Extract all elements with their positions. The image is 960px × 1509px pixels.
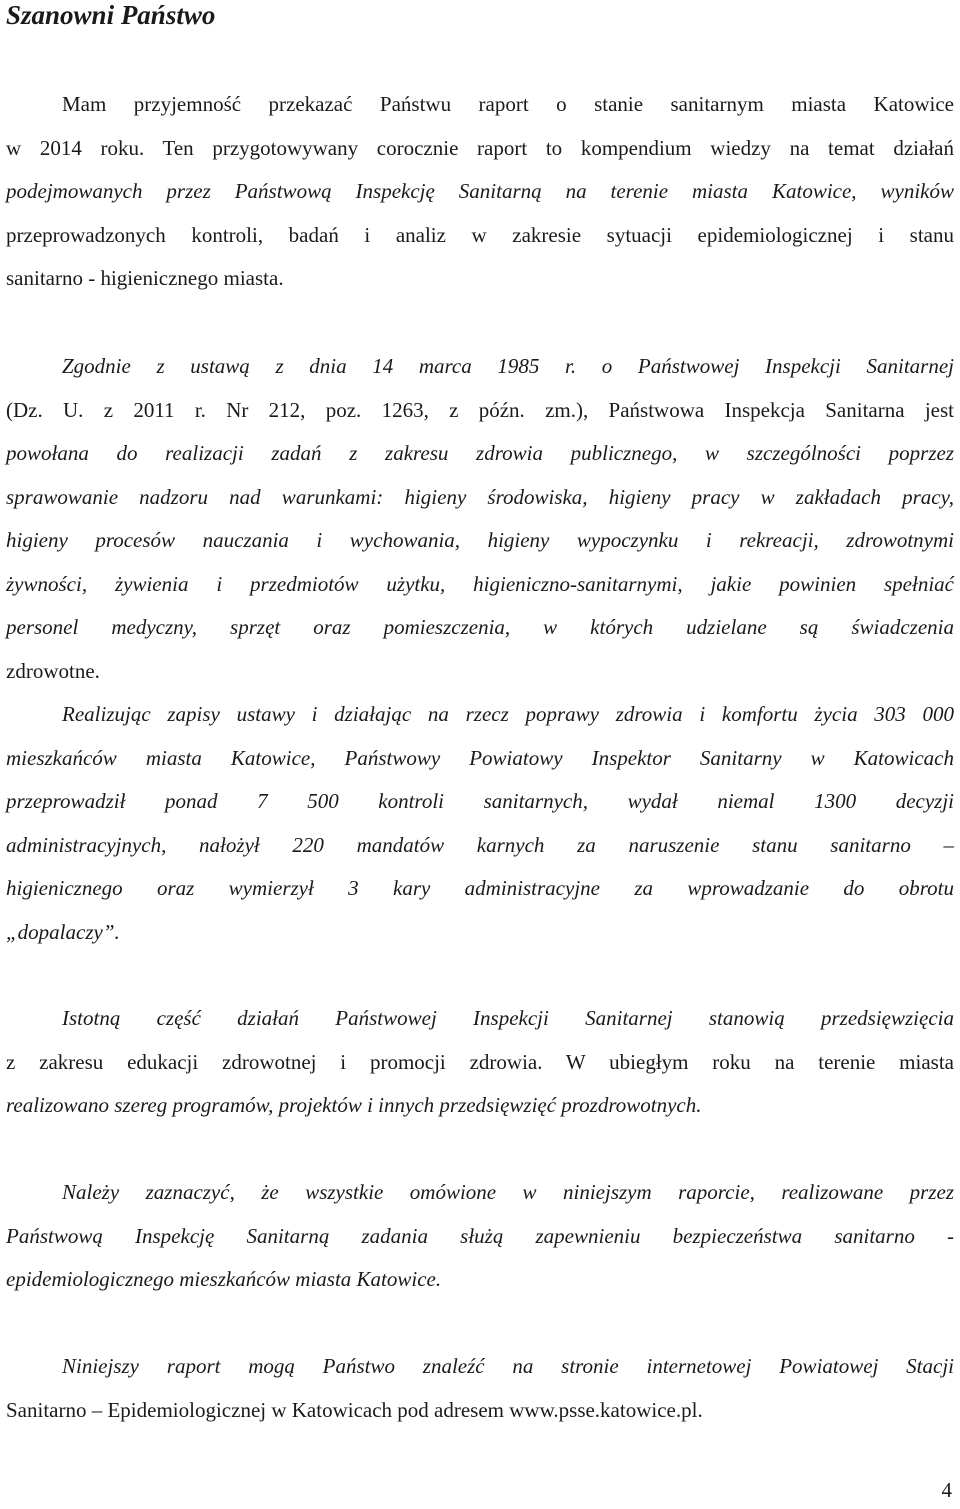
- paragraph-health-education: [6, 997, 954, 1128]
- text-line: higienicznego oraz wymierzył 3 kary administracyjne za wprowadzanie do obrotu: [6, 876, 954, 900]
- text-line: Państwową Inspekcję Sanitarną zadania służą zapewnieniu bezpieczeństwa sanitarno -: [6, 1223, 954, 1248]
- text-line: zdrowotne.: [6, 658, 100, 683]
- paragraph-legal-basis: [6, 345, 954, 693]
- text-line: z zakresu edukacji zdrowotnej i promocji zdrowia. W ubiegłym roku na terenie miasta: [6, 1049, 954, 1074]
- text-line: realizowano szereg programów, projektów i innych przedsięwzięć prozdrowotnych.: [6, 1093, 702, 1117]
- text-line: higieny procesów nauczania i wychowania, higieny wypoczynku i rekreacji, zdrowotnymi: [6, 528, 954, 552]
- text-line: podejmowanych przez Państwową Inspekcję Sanitarną na terenie miasta Katowice, wyników: [6, 179, 954, 203]
- paragraph-safety: [6, 1171, 954, 1302]
- text-line: Realizując zapisy ustawy i działając na rzecz poprawy zdrowia i komfortu życia 303 000: [62, 702, 954, 726]
- text-line: Sanitarno – Epidemiologicznej w Katowicach pod adresem www.psse.katowice.pl.: [6, 1397, 703, 1422]
- text-line: sprawowanie nadzoru nad warunkami: higieny środowiska, higieny pracy w zakładach pracy,: [6, 484, 954, 509]
- paragraph-intro: [6, 83, 954, 301]
- text-line: sanitarno - higienicznego miasta.: [6, 266, 284, 290]
- text-line: mieszkańców miasta Katowice, Państwowy Powiatowy Inspektor Sanitarny w Katowicach: [6, 745, 954, 770]
- text-line: Zgodnie z ustawą z dnia 14 marca 1985 r. o Państwowej Inspekcji Sanitarnej: [62, 354, 954, 378]
- paragraph-website: [6, 1345, 954, 1432]
- letter-heading: Szanowni Państwo: [6, 0, 216, 30]
- text-line: przeprowadził ponad 7 500 kontroli sanitarnych, wydał niemal 1300 decyzji: [6, 789, 954, 813]
- text-line: żywności, żywienia i przedmiotów użytku, higieniczno-sanitarnymi, jakie powinien spełniać: [6, 571, 954, 596]
- text-line: epidemiologicznego mieszkańców miasta Katowice.: [6, 1267, 442, 1291]
- text-line: personel medyczny, sprzęt oraz pomieszczenia, w których udzielane są świadczenia: [6, 615, 954, 639]
- text-line: przeprowadzonych kontroli, badań i analiz w zakresie sytuacji epidemiologicznej i stanu: [6, 222, 954, 247]
- page-number: 4: [941, 1478, 952, 1502]
- text-line: (Dz. U. z 2011 r. Nr 212, poz. 1263, z późn. zm.), Państwowa Inspekcja Sanitarna jest: [6, 397, 954, 422]
- text-line: powołana do realizacji zadań z zakresu zdrowia publicznego, w szczególności poprzez: [6, 441, 954, 465]
- text-line: „dopalaczy”.: [6, 919, 120, 944]
- text-line: Mam przyjemność przekazać Państwu raport o stanie sanitarnym miasta Katowice: [62, 92, 954, 116]
- paragraph-activity-summary: [6, 693, 954, 954]
- text-line: w 2014 roku. Ten przygotowywany corocznie raport to kompendium wiedzy na temat działań: [6, 135, 954, 160]
- text-line: Niniejszy raport mogą Państwo znaleźć na stronie internetowej Powiatowej Stacji: [62, 1354, 954, 1378]
- text-line: Należy zaznaczyć, że wszystkie omówione w niniejszym raporcie, realizowane przez: [62, 1180, 954, 1204]
- text-line: administracyjnych, nałożył 220 mandatów karnych za naruszenie stanu sanitarno –: [6, 832, 954, 857]
- text-line: Istotną część działań Państwowej Inspekcji Sanitarnej stanowią przedsięwzięcia: [62, 1006, 954, 1030]
